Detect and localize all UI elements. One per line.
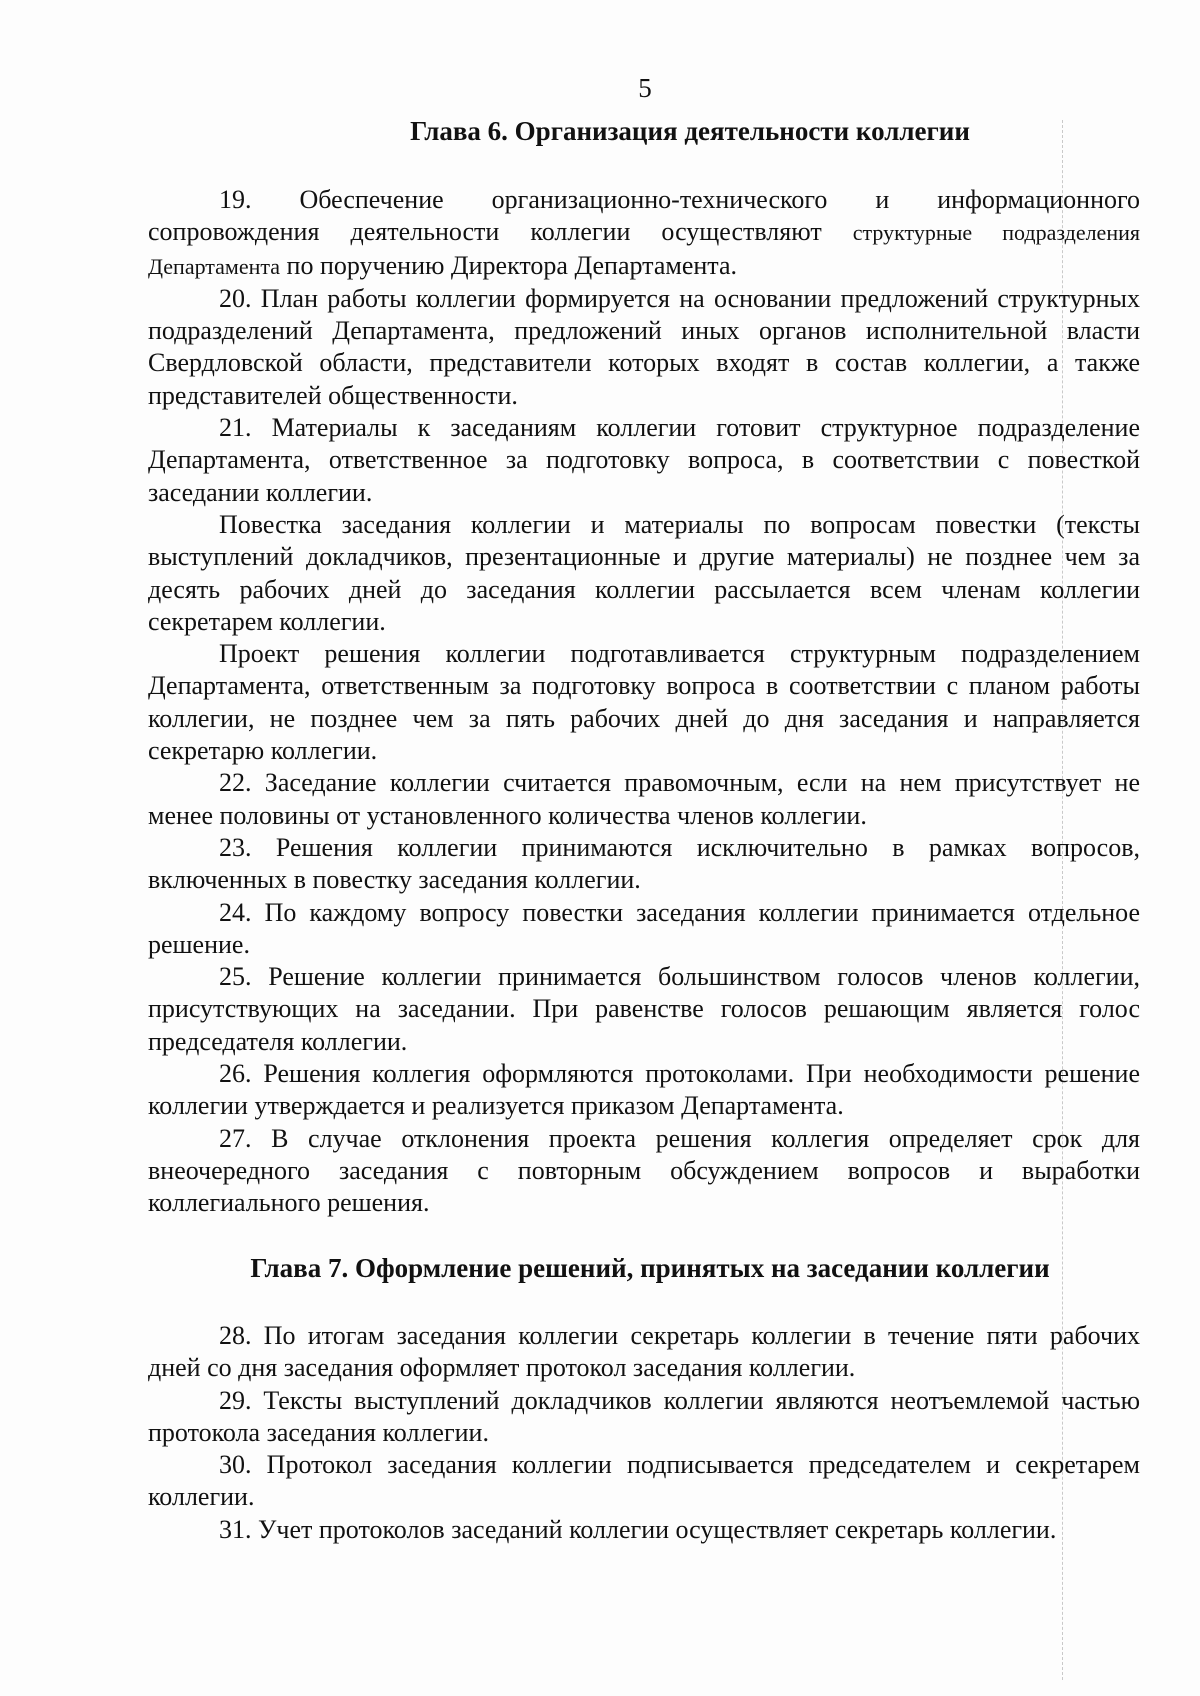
paragraph-22: 22. Заседание коллегии считается правомочным, если на нем присутствует не менее половины от установленного количества членов коллегии.	[148, 768, 1140, 830]
chapter-7-title: Глава 7. Оформление решений, принятых на заседании коллегии	[250, 1253, 1050, 1283]
paragraph-21: 21. Материалы к заседаниям коллегии готовит структурное подразделение Департамента, ответственное за подготовку вопроса, в соответствии с повесткой заседании коллегии.	[148, 413, 1140, 507]
paragraph-23: 23. Решения коллегии принимаются исключительно в рамках вопросов, включенных в повестку заседания коллегии.	[148, 832, 1140, 895]
chapter-6-title: Глава 6. Организация деятельности коллегии	[410, 116, 970, 146]
chapter-7-body	[148, 1320, 1140, 1546]
paragraph-25: 25. Решение коллегии принимается большинством голосов членов коллегии, присутствующих на заседании. При равенстве голосов решающим является голос председателя коллегии.	[148, 962, 1140, 1056]
paragraph-19	[148, 184, 1140, 283]
paragraph-31: 31. Учет протоколов заседаний коллегии осуществляет секретарь коллегии.	[219, 1514, 1057, 1544]
chapter-6-body	[148, 184, 1140, 1220]
paragraph-19-main: 19. Обеспечение организационно-технического и информационного сопровождения деятельности коллегии осуществляют	[148, 185, 1140, 247]
paragraph-30: 30. Протокол заседания коллегии подписывается председателем и секретарем коллегии.	[148, 1450, 1140, 1512]
paragraph-28: 28. По итогам заседания коллегии секретарь коллегии в течение пяти рабочих дней со дня заседания оформляет протокол заседания коллегии.	[148, 1321, 1140, 1383]
paragraph-19-tail: по поручению Директора Департамента.	[286, 250, 737, 280]
paragraph-26: 26. Решения коллегия оформляются протоколами. При необходимости решение коллегии утверждается и реализуется приказом Департамента.	[148, 1059, 1140, 1121]
paragraph-19-small-text: структурные подразделения Департамента	[148, 220, 1140, 279]
paragraph-24: 24. По каждому вопросу повестки заседания коллегии принимается отдельное решение.	[148, 897, 1140, 959]
page-number: 5	[638, 73, 652, 103]
paragraph-20: 20. План работы коллегии формируется на основании предложений структурных подразделений Департамента, предложений иных органов исполнительной власти Свердловской области, представители которых входят в состав коллегии, а также представителей общественности.	[148, 283, 1140, 410]
paragraph-21-draft: Проект решения коллегии подготавливается структурным подразделением Департамента, ответственным за подготовку вопроса в соответствии с планом работы коллегии, не позднее чем за пять рабочих дней до дня заседания и направляется секретарю коллегии.	[148, 639, 1140, 766]
paragraph-29: 29. Тексты выступлений докладчиков коллегии являются неотъемлемой частью протокола заседания коллегии.	[148, 1385, 1140, 1447]
paragraph-27: 27. В случае отклонения проекта решения коллегия определяет срок для внеочередного заседания с повторным обсуждением вопросов и выработки коллегиального решения.	[148, 1123, 1140, 1218]
paragraph-21-agenda: Повестка заседания коллегии и материалы по вопросам повестки (тексты выступлений докладчиков, презентационные и другие материалы) не позднее чем за десять рабочих дней до заседания коллегии рассылается всем членам коллегии секретарем коллегии.	[148, 509, 1140, 636]
